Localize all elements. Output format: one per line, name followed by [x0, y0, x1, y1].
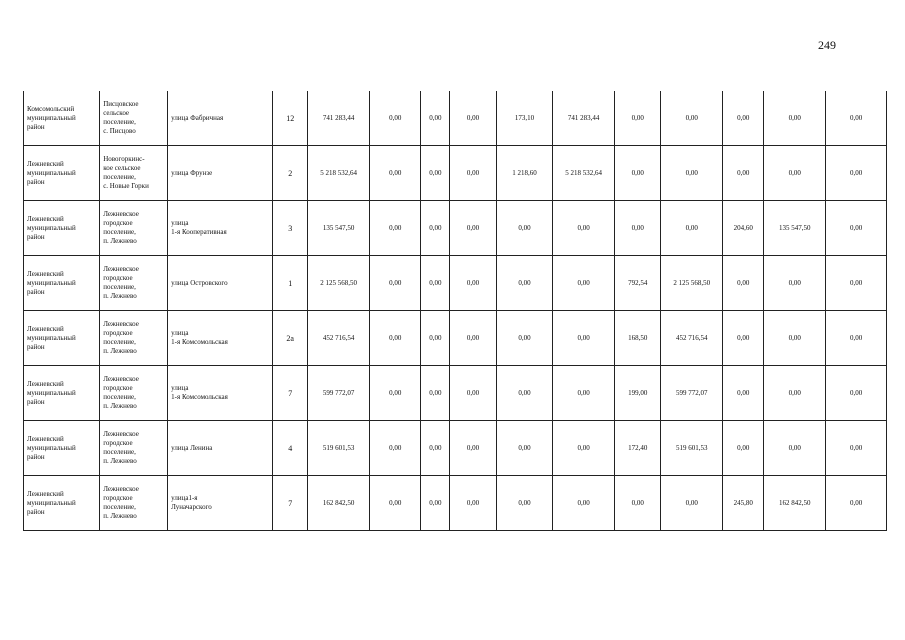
cell-settlement: Лежневское городское поселение, п. Лежнево	[100, 256, 168, 311]
cell-col-6: 0,00	[369, 201, 420, 256]
cell-col-7: 0,00	[421, 421, 450, 476]
cell-col-10: 741 283,44	[553, 91, 615, 146]
cell-house-number: 1	[273, 256, 308, 311]
cell-settlement: Лежневское городское поселение, п. Лежнево	[100, 311, 168, 366]
housing-repair-table	[23, 91, 887, 531]
cell-house-number: 3	[273, 201, 308, 256]
cell-col-6: 0,00	[369, 256, 420, 311]
cell-col-6: 0,00	[369, 366, 420, 421]
cell-col-11: 0,00	[615, 146, 661, 201]
cell-municipal-district: Лежневский муниципальный район	[24, 421, 100, 476]
cell-col-14: 0,00	[764, 91, 826, 146]
cell-municipal-district: Лежневский муниципальный район	[24, 201, 100, 256]
cell-col-7: 0,00	[421, 476, 450, 531]
cell-col-10: 0,00	[553, 476, 615, 531]
cell-col-11: 0,00	[615, 201, 661, 256]
cell-col-7: 0,00	[421, 201, 450, 256]
cell-col-13: 0,00	[723, 146, 764, 201]
cell-house-number: 2а	[273, 311, 308, 366]
cell-col-9: 0,00	[496, 201, 553, 256]
table-row	[24, 256, 887, 311]
cell-col-15: 0,00	[826, 421, 887, 476]
table-row	[24, 91, 887, 146]
cell-col-14: 0,00	[764, 311, 826, 366]
cell-municipal-district: Комсомольский муниципальный район	[24, 91, 100, 146]
cell-col-13: 0,00	[723, 311, 764, 366]
cell-col-15: 0,00	[826, 146, 887, 201]
cell-col-14: 0,00	[764, 146, 826, 201]
cell-col-6: 0,00	[369, 146, 420, 201]
cell-total-cost: 5 218 532,64	[308, 146, 370, 201]
cell-col-13: 0,00	[723, 91, 764, 146]
cell-settlement: Лежневское городское поселение, п. Лежнево	[100, 476, 168, 531]
cell-col-8: 0,00	[450, 366, 496, 421]
cell-settlement: Лежневское городское поселение, п. Лежнево	[100, 366, 168, 421]
cell-col-8: 0,00	[450, 421, 496, 476]
cell-col-15: 0,00	[826, 201, 887, 256]
cell-col-10: 0,00	[553, 421, 615, 476]
cell-col-8: 0,00	[450, 91, 496, 146]
cell-col-6: 0,00	[369, 476, 420, 531]
cell-street: улица1-я Луначарского	[168, 476, 273, 531]
cell-col-8: 0,00	[450, 311, 496, 366]
cell-settlement: Лежневское городское поселение, п. Лежнево	[100, 201, 168, 256]
cell-total-cost: 2 125 568,50	[308, 256, 370, 311]
cell-street: улица 1-я Комсомольская	[168, 366, 273, 421]
cell-col-6: 0,00	[369, 311, 420, 366]
cell-col-9: 0,00	[496, 476, 553, 531]
cell-house-number: 12	[273, 91, 308, 146]
cell-col-12: 2 125 568,50	[661, 256, 723, 311]
cell-col-9: 0,00	[496, 256, 553, 311]
cell-col-12: 0,00	[661, 146, 723, 201]
cell-col-10: 0,00	[553, 311, 615, 366]
cell-house-number: 7	[273, 476, 308, 531]
cell-col-8: 0,00	[450, 476, 496, 531]
cell-col-9: 0,00	[496, 366, 553, 421]
cell-col-12: 0,00	[661, 91, 723, 146]
table-row	[24, 311, 887, 366]
table-row	[24, 476, 887, 531]
cell-col-11: 199,00	[615, 366, 661, 421]
cell-street: улица 1-я Комсомольская	[168, 311, 273, 366]
cell-col-11: 792,54	[615, 256, 661, 311]
cell-street: улица Фабричная	[168, 91, 273, 146]
cell-col-14: 135 547,50	[764, 201, 826, 256]
cell-col-7: 0,00	[421, 311, 450, 366]
cell-col-6: 0,00	[369, 91, 420, 146]
cell-total-cost: 452 716,54	[308, 311, 370, 366]
table-row	[24, 146, 887, 201]
cell-col-14: 0,00	[764, 256, 826, 311]
cell-col-11: 0,00	[615, 91, 661, 146]
cell-col-15: 0,00	[826, 311, 887, 366]
cell-col-13: 204,60	[723, 201, 764, 256]
table-row	[24, 201, 887, 256]
table-row	[24, 366, 887, 421]
cell-col-6: 0,00	[369, 421, 420, 476]
cell-col-13: 245,80	[723, 476, 764, 531]
cell-col-11: 168,50	[615, 311, 661, 366]
cell-col-15: 0,00	[826, 91, 887, 146]
cell-house-number: 7	[273, 366, 308, 421]
cell-street: улица 1-я Кооперативная	[168, 201, 273, 256]
cell-col-9: 0,00	[496, 311, 553, 366]
cell-col-8: 0,00	[450, 256, 496, 311]
cell-col-7: 0,00	[421, 366, 450, 421]
cell-col-12: 599 772,07	[661, 366, 723, 421]
cell-col-14: 162 842,50	[764, 476, 826, 531]
cell-col-8: 0,00	[450, 146, 496, 201]
cell-total-cost: 162 842,50	[308, 476, 370, 531]
cell-col-7: 0,00	[421, 91, 450, 146]
cell-col-9: 1 218,60	[496, 146, 553, 201]
cell-municipal-district: Лежневский муниципальный район	[24, 311, 100, 366]
cell-col-12: 0,00	[661, 476, 723, 531]
cell-col-12: 452 716,54	[661, 311, 723, 366]
cell-total-cost: 741 283,44	[308, 91, 370, 146]
cell-street: улица Ленина	[168, 421, 273, 476]
cell-municipal-district: Лежневский муниципальный район	[24, 146, 100, 201]
cell-col-14: 0,00	[764, 366, 826, 421]
table-body	[24, 91, 887, 531]
cell-settlement: Писцовское сельское поселение, с. Писцово	[100, 91, 168, 146]
cell-municipal-district: Лежневский муниципальный район	[24, 366, 100, 421]
cell-col-13: 0,00	[723, 256, 764, 311]
cell-total-cost: 599 772,07	[308, 366, 370, 421]
cell-col-10: 0,00	[553, 201, 615, 256]
cell-col-9: 173,10	[496, 91, 553, 146]
cell-col-13: 0,00	[723, 366, 764, 421]
cell-col-15: 0,00	[826, 366, 887, 421]
page-number: 249	[818, 38, 836, 52]
cell-street: улица Островского	[168, 256, 273, 311]
cell-col-9: 0,00	[496, 421, 553, 476]
cell-col-12: 0,00	[661, 201, 723, 256]
cell-settlement: Лежневское городское поселение, п. Лежнево	[100, 421, 168, 476]
cell-house-number: 4	[273, 421, 308, 476]
cell-col-10: 0,00	[553, 256, 615, 311]
cell-total-cost: 519 601,53	[308, 421, 370, 476]
cell-col-7: 0,00	[421, 146, 450, 201]
cell-col-7: 0,00	[421, 256, 450, 311]
cell-street: улица Фрунзе	[168, 146, 273, 201]
cell-house-number: 2	[273, 146, 308, 201]
cell-col-15: 0,00	[826, 476, 887, 531]
cell-col-12: 519 601,53	[661, 421, 723, 476]
cell-col-11: 0,00	[615, 476, 661, 531]
cell-col-14: 0,00	[764, 421, 826, 476]
cell-col-13: 0,00	[723, 421, 764, 476]
cell-col-8: 0,00	[450, 201, 496, 256]
cell-col-10: 0,00	[553, 366, 615, 421]
cell-total-cost: 135 547,50	[308, 201, 370, 256]
cell-col-11: 172,40	[615, 421, 661, 476]
cell-settlement: Новогоркинс- кое сельское поселение, с. Новые Горки	[100, 146, 168, 201]
cell-col-15: 0,00	[826, 256, 887, 311]
cell-municipal-district: Лежневский муниципальный район	[24, 476, 100, 531]
cell-col-10: 5 218 532,64	[553, 146, 615, 201]
table-row	[24, 421, 887, 476]
cell-municipal-district: Лежневский муниципальный район	[24, 256, 100, 311]
